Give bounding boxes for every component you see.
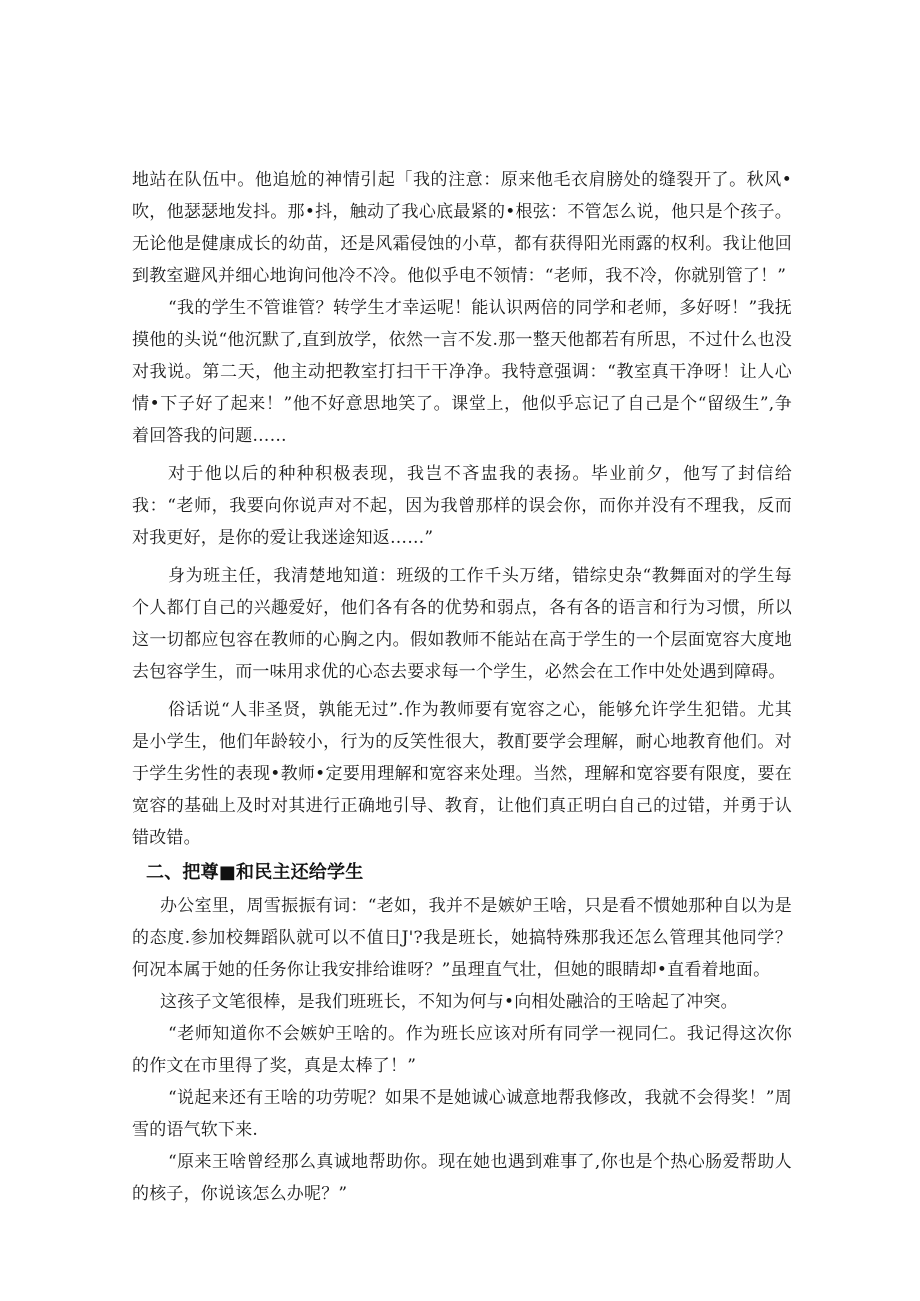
paragraph-3: 对于他以后的种种积极表现，我岂不吝盅我的表扬。毕业前夕，他写了封信给我：“老师，我要向你说声对不起，因为我曾那样的误会你，而你并没有不理我，反而对我更好，是你的爱让我迷途知返……”	[132, 464, 792, 548]
paragraph-2: “我的学生不管谁管？转学生才幸运呢！能认识两倍的同学和老师，多好呀！”我抚摸他的头说“他沉默了,直到放学，依然一言不发.那一整天他都若有所思，不过什么也没对我说。第二天，他主动把教室打扫干干净净。我特意强调：“教室真干净呀！让人心情•下子好了起来！”他不好意思地笑了。课堂上，他似乎忘记了自己是个“留级生”,争着回答我的问题……	[132, 298, 792, 446]
paragraph-10: “原来王啥曾经那么真诚地帮助你。现在她也遇到难事了,你也是个热心肠爱帮助人的核子，你说该怎么办呢？”	[132, 1152, 792, 1204]
paragraph-5: 俗话说“人非圣贤，孰能无过”.作为教师要有宽容之心，能够允许学生犯错。尤其是小学生，他们年龄较小，行为的反笑性很大，教酊要学会理解，耐心地教育他们。对于学生劣性的表现•教师•定要用理解和宽容来处理。当然，理解和宽容要有限度，要在宽容的基础上及时对其进行正确地引导、教育，让他们真正明白自己的过错，并勇于认错改错。	[132, 700, 792, 848]
document-body	[132, 164, 792, 1210]
paragraph-6: 办公室里，周雪振振有词：“老如，我并不是嫉妒王啥，只是看不惯她那种自以为是的态度.参加校舞蹈队就可以不值日J'?我是班长，她搞特殊那我还怎么管理其他同学？何况本属于她的任务你让我安排给谁呀？”虽理直气壮，但她的眼睛却•直看着地面。	[132, 896, 792, 980]
paragraph-8: “老师知道你不会嫉妒王啥的。作为班长应该对所有同学一视同仁。我记得这次你的作文在市里得了奖，真是太棒了！”	[132, 1024, 792, 1076]
paragraph-7: 这孩子文笔很棒，是我们班班长，不知为何与•向相处融洽的王啥起了冲突。	[160, 992, 738, 1012]
paragraph-9: “说起来还有王啥的功劳呢？如果不是她诚心诚意地帮我修改，我就不会得奖！”周雪的语气软下来.	[132, 1088, 792, 1140]
paragraph-1: 地站在队伍中。他追尬的神情引起「我的注意：原来他毛衣肩膀处的缝裂开了。秋风•吹，他瑟瑟地发抖。那•抖，触动了我心底最紧的•根弦：不管怎么说，他只是个孩子。无论他是健康成长的幼苗，还是风霜侵蚀的小草，都有获得阳光雨露的权利。我让他回到教室避风并细心地询问他冷不冷。他似乎电不领情：“老师，我不冷，你就别管了！”	[132, 170, 792, 286]
paragraph-4: 身为班主任，我清楚地知道：班级的工作千头万绪，错综史杂“教舞面对的学生每个人都仃自己的兴趣爱好，他们各有各的优势和弱点，各有各的语言和行为习惯，所以这一切都应包容在教师的心胸之内。假如教师不能站在高于学生的一个层面宽容大度地去包容学生，而一味用求优的心态去要求每一个学生，必然会在工作中处处遇到障碍。	[132, 566, 792, 682]
section-heading: 二、把尊■和民主还给学生	[146, 862, 364, 883]
